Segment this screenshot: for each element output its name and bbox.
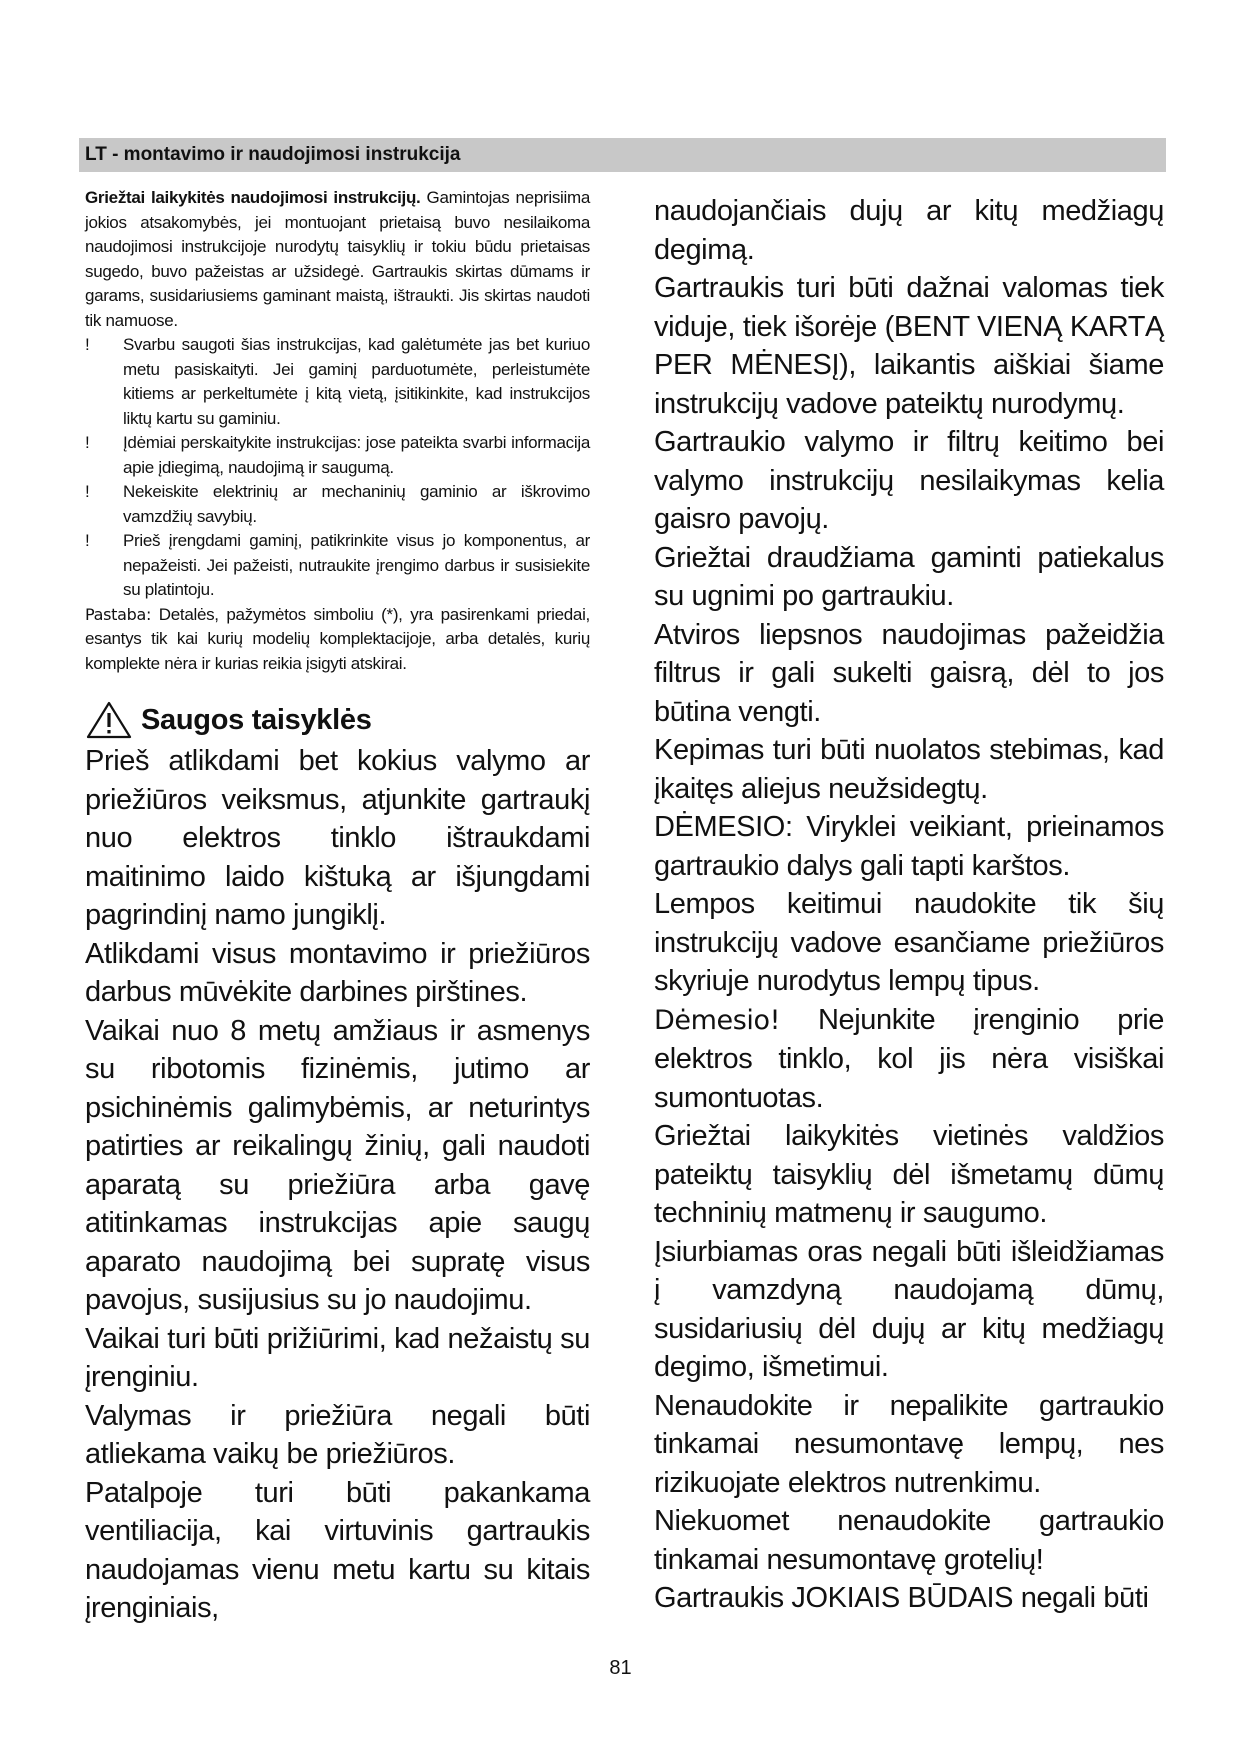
safety-paragraph: Valymas ir priežiūra negali būti atliekama vaikų be priežiūros. xyxy=(85,1399,590,1470)
bullet-text: Įdėmiai perskaitykite instrukcijas: jose pateikta svarbi informacija apie įdiegimą, naudojimą ir saugumą. xyxy=(123,433,590,477)
safety-paragraph: Prieš atlikdami bet kokius valymo ar priežiūros veiksmus, atjunkite gartraukį nuo elektros tinklo ištraukdami maitinimo laido kištuką ar išjungdami pagrindinį namo jungiklį. xyxy=(85,745,590,931)
note-paragraph xyxy=(85,603,590,677)
bullet-text: Svarbu saugoti šias instrukcijas, kad galėtumėte jas bet kuriuo metu pasiskaityti. Jei gaminį parduotumėte, perleistumėte kitiems ar perkeltumėte į kitą vietą, įsitikinkite, kad instrukcijos liktų kartu su gaminiu. xyxy=(123,335,590,428)
attention-text: Nejunkite įrenginio prie elektros tinklo, kol jis nėra visiškai sumontuotas. xyxy=(654,1003,1164,1114)
safety-paragraph: DĖMESIO: Viryklei veikiant, prieinamos gartraukio dalys gali tapti karštos. xyxy=(654,811,1164,882)
attention-paragraph xyxy=(654,1001,1164,1118)
bullet-item xyxy=(85,333,590,431)
note-label: Pastaba: xyxy=(85,604,152,624)
safety-paragraph: Lempos keitimui naudokite tik šių instrukcijų vadove esančiame priežiūros skyriuje nurodytus lempų tipus. xyxy=(654,888,1164,997)
safety-paragraph: Gartraukio valymo ir filtrų keitimo bei valymo instrukcijų nesilaikymas kelia gaisro pavojų. xyxy=(654,426,1164,535)
right-column xyxy=(654,192,1164,1618)
exclamation-icon: ! xyxy=(85,482,90,501)
safety-paragraph: Patalpoje turi būti pakankama ventiliacija, kai virtuvinis gartraukis naudojamas vienu metu kartu su kitais įrenginiais, xyxy=(85,1476,590,1624)
safety-title: Saugos taisyklės xyxy=(141,703,372,736)
section-header-title: LT - montavimo ir naudojimosi instrukcija xyxy=(85,144,461,165)
bullet-text: Prieš įrengdami gaminį, patikrinkite visus jo komponentus, ar nepažeisti. Jei pažeisti, nutraukite įrengimo darbus ir susisiekite su platintoju. xyxy=(123,531,590,599)
warning-triangle-icon xyxy=(85,700,133,740)
safety-paragraph: Griežtai laikykitės vietinės valdžios pateiktų taisyklių dėl išmetamų dūmų techninių matmenų ir saugumo. xyxy=(654,1120,1164,1229)
safety-heading xyxy=(85,700,590,740)
safety-paragraph: Vaikai nuo 8 metų amžiaus ir asmenys su ribotomis fizinėmis, jutimo ar psichinėmis galimybėmis, ar neturintys patirties ar reikalingų žinių, gali naudoti aparatą su priežiūra arba gavę atitinkamas instrukcijas apie saugų aparato naudojimą bei supratę visus pavojus, susijusius su jo naudojimu. xyxy=(85,1014,590,1316)
safety-paragraph: Gartraukis turi būti dažnai valomas tiek viduje, tiek išorėje (BENT VIENĄ KARTĄ PER MĖNESĮ), laikantis aiškiai šiame instrukcijų vadove pateiktų nurodymų. xyxy=(654,272,1164,420)
safety-paragraph: Kepimas turi būti nuolatos stebimas, kad įkaitęs aliejus neužsidegtų. xyxy=(654,734,1164,805)
bullet-item xyxy=(85,529,590,603)
safety-paragraph: Nenaudokite ir nepalikite gartraukio tinkamai nesumontavę lempų, nes rizikuojate elektros nutrenkimu. xyxy=(654,1389,1164,1499)
safety-paragraph: Vaikai turi būti prižiūrimi, kad nežaistų su įrenginiu. xyxy=(85,1322,590,1393)
exclamation-icon: ! xyxy=(85,531,90,550)
note-text: Detalės, pažymėtos simboliu (*), yra pasirenkami priedai, esantys tik kai kurių modelių komplektacijoje, arba detalės, kurių komplekte nėra ir kurias reikia įsigyti atskirai. xyxy=(85,604,590,673)
bullet-text: Nekeiskite elektrinių ar mechaninių gaminio ar iškrovimo vamzdžių savybių. xyxy=(123,482,590,526)
safety-paragraph: Niekuomet nenaudokite gartraukio tinkamai nesumontavę grotelių! xyxy=(654,1505,1164,1576)
intro-bold: Griežtai laikykitės naudojimosi instrukcijų. xyxy=(85,188,421,207)
safety-paragraph: naudojančiais dujų ar kitų medžiagų degimą. xyxy=(654,195,1164,266)
safety-paragraph: Įsiurbiamas oras negali būti išleidžiamas į vamzdyną naudojamą dūmų, susidariusių dėl dujų ar kitų medžiagų degimo, išmetimui. xyxy=(654,1235,1164,1383)
exclamation-icon: ! xyxy=(85,433,90,452)
attention-label: Dėmesio! xyxy=(654,1004,781,1036)
safety-paragraph: Griežtai draudžiama gaminti patiekalus su ugnimi po gartraukiu. xyxy=(654,541,1164,612)
safety-paragraph: Atviros liepsnos naudojimas pažeidžia filtrus ir gali sukelti gaisrą, dėl to jos būtina vengti. xyxy=(654,618,1164,728)
left-column xyxy=(85,186,590,1628)
intro-text: Gamintojas neprisiima jokios atsakomybės, jei montuojant prietaisą buvo nesilaikoma naudojimosi instrukcijoje nurodytų taisyklių ir tokiu būdu prietaisas sugedo, buvo pažeistas ar užsidegė. Gartraukis skirtas dūmams ir garams, susidariusiems gaminant maistą, ištraukti. Jis skirtas naudoti tik namuose. xyxy=(85,188,590,330)
section-header xyxy=(79,138,1166,172)
safety-paragraph: Gartraukis JOKIAIS BŪDAIS negali būti xyxy=(654,1582,1149,1614)
safety-paragraph: Atlikdami visus montavimo ir priežiūros darbus mūvėkite darbines pirštines. xyxy=(85,937,590,1008)
page-number: 81 xyxy=(609,1657,632,1679)
exclamation-icon: ! xyxy=(85,335,90,354)
bullet-item xyxy=(85,431,590,480)
intro-paragraph xyxy=(85,186,590,333)
bullet-item xyxy=(85,480,590,529)
